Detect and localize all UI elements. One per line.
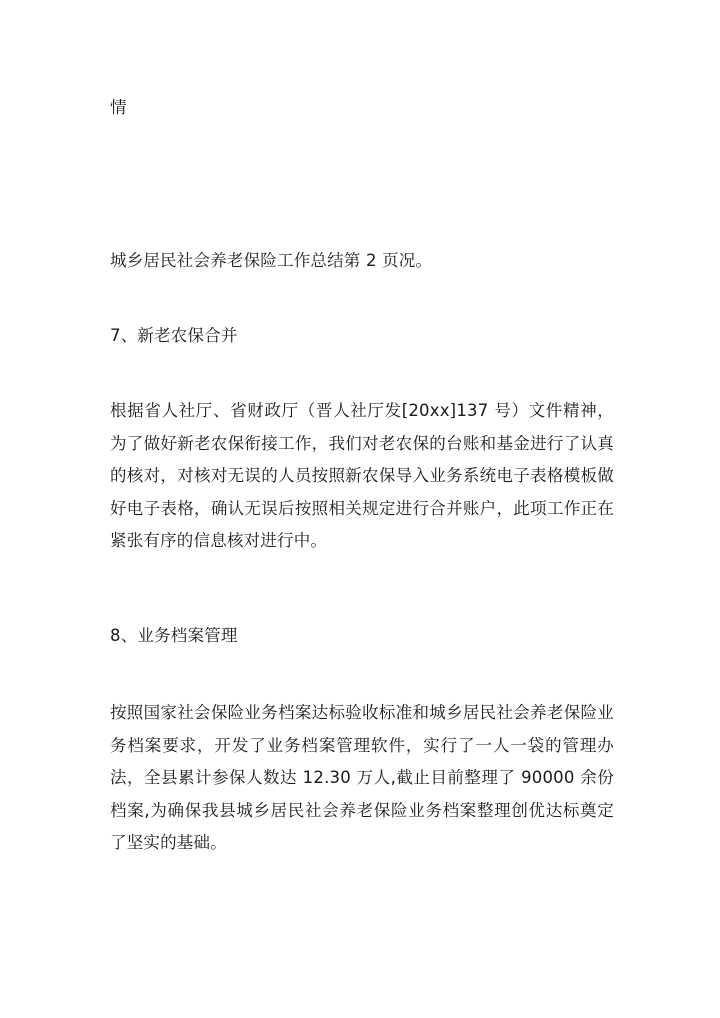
page-marker-line: 城乡居民社会养老保险工作总结第 2 页况。 xyxy=(110,251,433,270)
section-8-heading: 8、业务档案管理 xyxy=(110,626,238,645)
section-7-body: 根据省人社厅、省财政厅（晋人社厅发[20xx]137 号）文件精神，为了做好新老农保衔接工作，我们对老农保的台账和基金进行了认真的核对，对核对无误的人员按照新农保导入业务系统电子表格模板做好电子表格，确认无误后按照相关规定进行合并账户，此项工作正在紧张有序的信息核对进行中。 xyxy=(110,401,614,550)
section-8-body: 按照国家社会保险业务档案达标验收标准和城乡居民社会养老保险业务档案要求，开发了业务档案管理软件，实行了一人一袋的管理办法，全县累计参保人数达 12.30 万人,截止目前整理了 90000 余份档案,为确保我县城乡居民社会养老保险业务档案整理创优达标奠定了坚实的基础。 xyxy=(110,703,614,852)
text-fragment: 情 xyxy=(110,98,127,117)
section-7-heading: 7、新老农保合并 xyxy=(110,326,238,345)
